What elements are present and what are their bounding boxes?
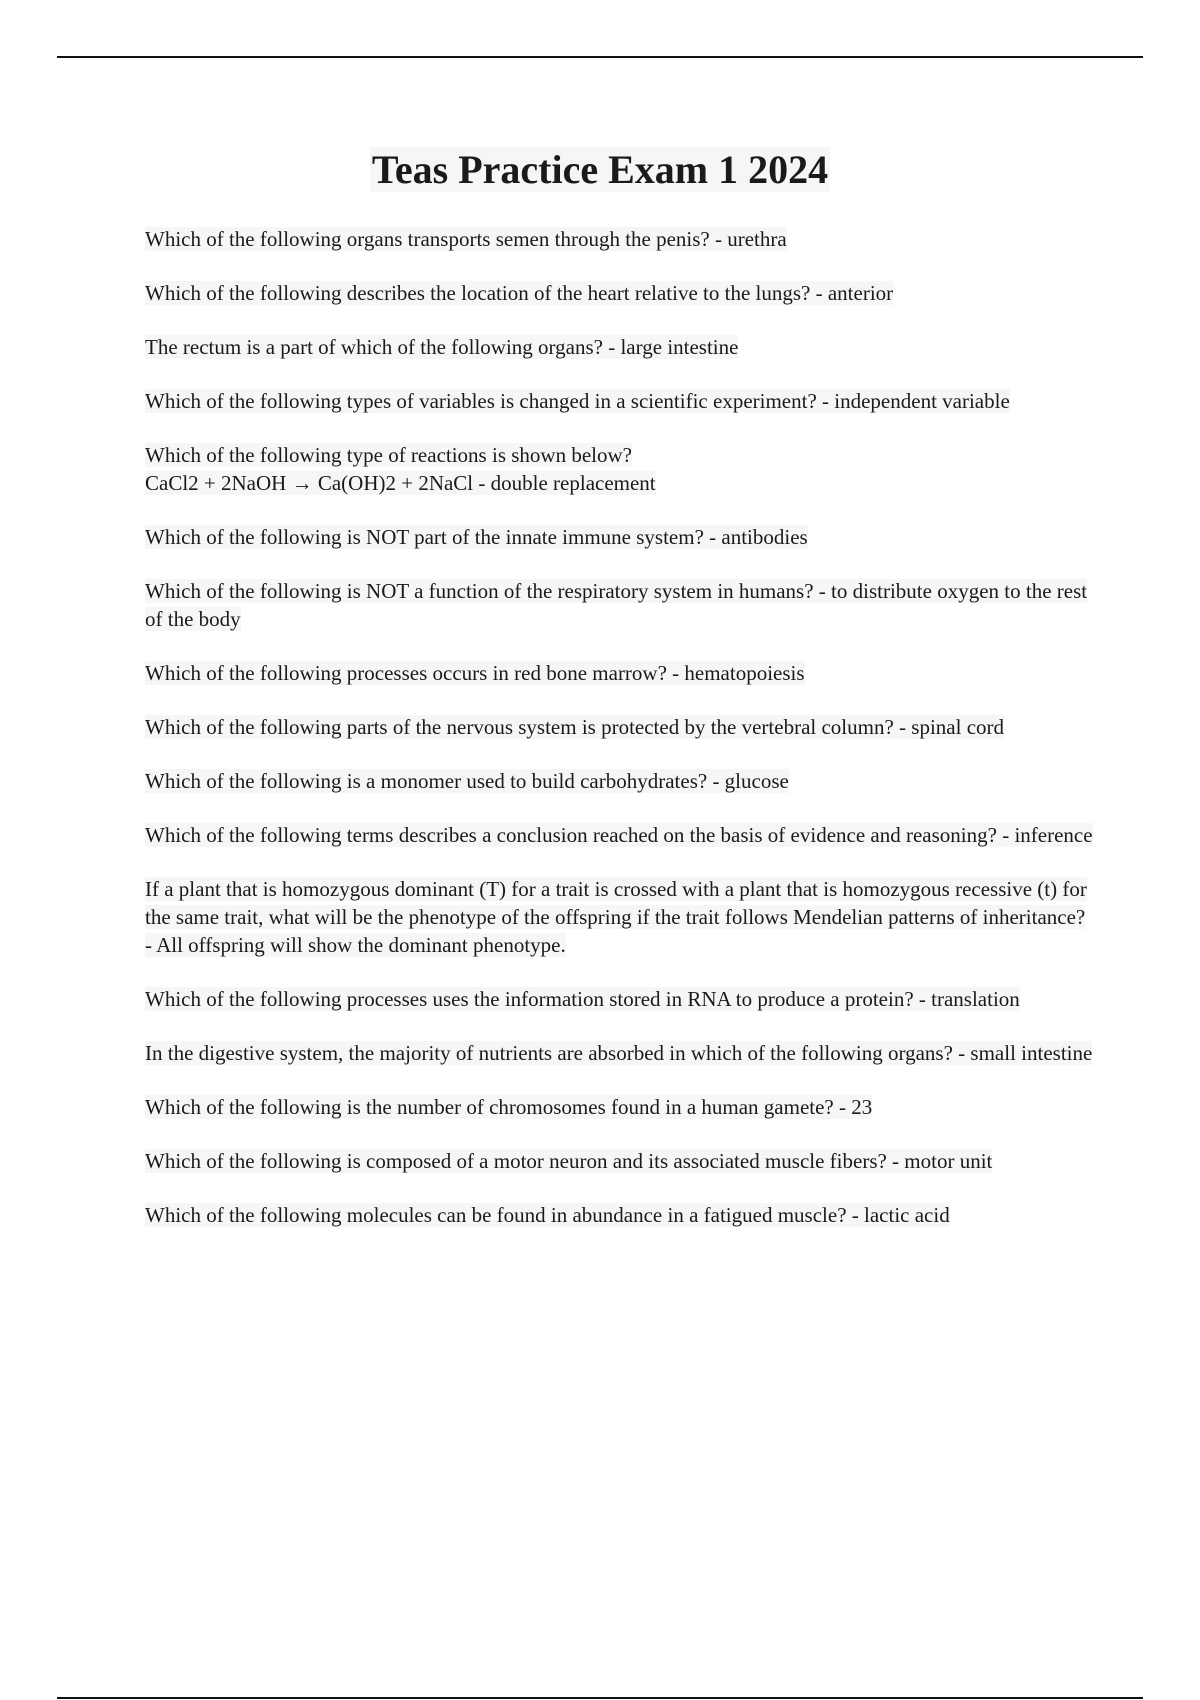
question-text: Which of the following terms describes a conclusion reached on the basis of evidence and reasoning? - inference bbox=[145, 823, 1093, 847]
question-item bbox=[145, 821, 1095, 849]
question-text: If a plant that is homozygous dominant (T) for a trait is crossed with a plant that is homozygous recessive (t) for the same trait, what will be the phenotype of the offspring if the trait follows Mendelian patterns of inheritance? - All offspring will show the dominant phenotype. bbox=[145, 877, 1087, 957]
question-item bbox=[145, 523, 1095, 551]
question-item bbox=[145, 713, 1095, 741]
question-text: The rectum is a part of which of the following organs? - large intestine bbox=[145, 335, 739, 359]
question-text: Which of the following is the number of chromosomes found in a human gamete? - 23 bbox=[145, 1095, 873, 1119]
question-text: Which of the following organs transports semen through the penis? - urethra bbox=[145, 227, 787, 251]
question-item bbox=[145, 659, 1095, 687]
question-item bbox=[145, 279, 1095, 307]
question-text: Which of the following molecules can be found in abundance in a fatigued muscle? - lactic acid bbox=[145, 1203, 950, 1227]
question-item bbox=[145, 225, 1095, 253]
question-text: Which of the following is NOT part of the innate immune system? - antibodies bbox=[145, 525, 808, 549]
question-item bbox=[145, 333, 1095, 361]
question-list bbox=[145, 225, 1095, 1255]
question-text: Which of the following processes occurs in red bone marrow? - hematopoiesis bbox=[145, 661, 805, 685]
header-rule bbox=[57, 56, 1143, 58]
question-text: Which of the following is a monomer used to build carbohydrates? - glucose bbox=[145, 769, 789, 793]
question-item bbox=[145, 767, 1095, 795]
question-item bbox=[145, 1039, 1095, 1067]
question-text: Which of the following parts of the nervous system is protected by the vertebral column? - spinal cord bbox=[145, 715, 1005, 739]
question-item bbox=[145, 985, 1095, 1013]
question-text: In the digestive system, the majority of nutrients are absorbed in which of the following organs? - small intestine bbox=[145, 1041, 1093, 1065]
question-text: Which of the following types of variables is changed in a scientific experiment? - independent variable bbox=[145, 389, 1010, 413]
question-item bbox=[145, 387, 1095, 415]
question-item bbox=[145, 1201, 1095, 1229]
footer-rule bbox=[57, 1697, 1143, 1699]
page-title bbox=[0, 142, 1200, 198]
question-text: Which of the following is composed of a motor neuron and its associated muscle fibers? - motor unit bbox=[145, 1149, 993, 1173]
page-title-text: Teas Practice Exam 1 2024 bbox=[371, 147, 829, 192]
question-text: Which of the following processes uses the information stored in RNA to produce a protein? - translation bbox=[145, 987, 1020, 1011]
question-text: Which of the following describes the location of the heart relative to the lungs? - anterior bbox=[145, 281, 894, 305]
question-item bbox=[145, 577, 1095, 633]
question-item bbox=[145, 1147, 1095, 1175]
question-text: Which of the following type of reactions is shown below? CaCl2 + 2NaOH → Ca(OH)2 + 2NaCl - double replacement bbox=[145, 443, 656, 495]
question-item bbox=[145, 875, 1095, 959]
question-text: Which of the following is NOT a function of the respiratory system in humans? - to distribute oxygen to the rest of the body bbox=[145, 579, 1088, 631]
question-item bbox=[145, 1093, 1095, 1121]
question-item bbox=[145, 441, 1095, 497]
